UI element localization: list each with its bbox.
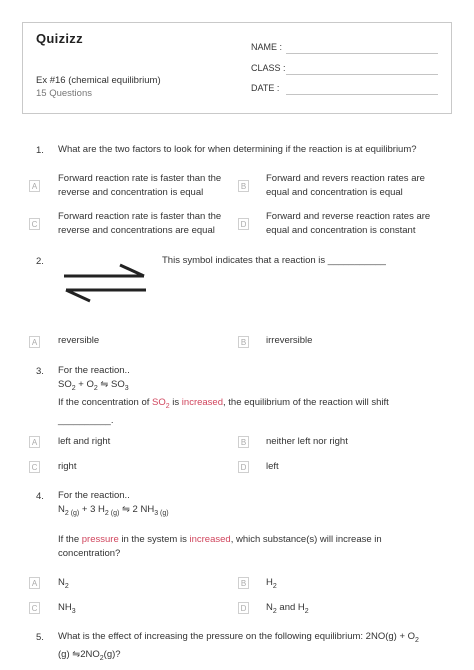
option-text[interactable]: reversible — [58, 335, 100, 346]
option-text[interactable] — [266, 172, 425, 200]
text-part: If the — [58, 533, 82, 545]
question-number: 5. — [36, 632, 44, 643]
question-count: 15 Questions — [36, 88, 92, 99]
text-part: If the concentration of — [58, 396, 153, 408]
reaction-equation — [58, 378, 448, 396]
option-letter[interactable]: B — [238, 436, 249, 448]
option-letter[interactable]: C — [29, 218, 40, 230]
question-text — [58, 489, 448, 561]
text-part: , which substance(s) will increase in — [230, 533, 382, 545]
eq-sub: 2 — [415, 636, 419, 644]
reaction-equation — [58, 503, 448, 521]
option-text[interactable]: neither left nor right — [266, 436, 348, 447]
option-letter[interactable]: B — [238, 180, 249, 192]
option-line: reverse and concentrations are equal — [58, 225, 215, 236]
highlight-text: increased — [189, 533, 231, 545]
option-text[interactable] — [266, 601, 309, 619]
question-line — [58, 533, 448, 547]
text-part: NH — [58, 602, 72, 613]
text-part: SO — [152, 396, 166, 408]
eq-part: + 3 H — [79, 504, 105, 515]
text-part: is — [169, 396, 182, 408]
option-letter[interactable]: C — [29, 602, 40, 614]
question-number: 1. — [36, 145, 44, 156]
option-line: Forward reaction rate is faster than the — [58, 173, 222, 184]
option-text[interactable]: right — [58, 461, 77, 472]
option-letter[interactable]: B — [238, 577, 249, 589]
option-text[interactable] — [266, 576, 277, 594]
option-letter[interactable]: A — [29, 577, 40, 589]
option-line: Forward reaction rate is faster than the — [58, 211, 222, 222]
eq-sub: 2 — [304, 607, 309, 615]
equilibrium-arrows-icon — [62, 262, 148, 304]
question-text — [58, 364, 448, 428]
question-line — [58, 648, 458, 666]
question-text — [58, 630, 458, 666]
eq-sub: 3 — [124, 384, 129, 392]
option-letter[interactable]: D — [238, 461, 249, 473]
text-part: (g) ⇋2NO — [58, 648, 100, 660]
option-letter[interactable]: B — [238, 336, 249, 348]
eq-part: N — [58, 504, 65, 515]
quizizz-logo: Quizizz — [36, 31, 83, 46]
highlight-text — [152, 397, 170, 408]
eq-part: ⇋ 2 NH — [119, 504, 155, 515]
eq-part: ⇋ SO — [97, 379, 125, 390]
option-text[interactable] — [58, 601, 76, 619]
question-line: For the reaction.. — [58, 490, 130, 501]
question-text: This symbol indicates that a reaction is ___________ — [162, 255, 386, 266]
option-text[interactable] — [58, 210, 221, 238]
question-line: concentration? — [58, 547, 121, 559]
eq-sub: 2 — [93, 384, 98, 392]
option-text[interactable]: left — [266, 461, 279, 472]
eq-sub: 2 — [71, 384, 76, 392]
option-letter[interactable]: D — [238, 602, 249, 614]
date-label: DATE : — [251, 83, 280, 93]
text-part: (g)? — [103, 648, 121, 660]
class-field[interactable] — [286, 74, 438, 75]
highlight-text: increased — [181, 396, 223, 408]
worksheet-header — [22, 22, 452, 114]
eq-sub: 2 — [165, 402, 170, 410]
question-line — [58, 396, 448, 414]
question-line — [58, 630, 458, 648]
question-number: 2. — [36, 256, 44, 267]
text-part: , the equilibrium of the reaction will shift — [223, 396, 389, 408]
option-letter[interactable]: A — [29, 180, 40, 192]
date-field[interactable] — [286, 94, 438, 95]
question-line: __________. — [58, 414, 114, 426]
class-label: CLASS : — [251, 63, 286, 73]
eq-sub: 2 — [99, 654, 104, 662]
eq-part: SO — [58, 379, 72, 390]
option-letter[interactable]: A — [29, 436, 40, 448]
option-letter[interactable]: D — [238, 218, 249, 230]
option-letter[interactable]: A — [29, 336, 40, 348]
option-text[interactable]: irreversible — [266, 335, 313, 346]
eq-part: + O — [75, 379, 94, 390]
worksheet-title: Ex #16 (chemical equilibrium) — [36, 75, 161, 86]
text-part: in the system is — [118, 533, 190, 545]
spacer — [58, 521, 448, 533]
eq-sub: 2 (g) — [104, 509, 120, 517]
option-text[interactable] — [58, 576, 69, 594]
question-line: For the reaction.. — [58, 365, 130, 376]
text-part: N — [266, 602, 273, 613]
option-line: Forward and reverse reaction rates are — [266, 211, 431, 222]
question-text: What are the two factors to look for when determining if the reaction is at equilibrium? — [58, 144, 417, 155]
question-number: 4. — [36, 491, 44, 502]
question-number: 3. — [36, 366, 44, 377]
text-part: H — [266, 577, 273, 588]
option-line: equal and concentration is equal — [266, 187, 403, 198]
option-text[interactable] — [266, 210, 430, 238]
text-part: What is the effect of increasing the pressure on the following equilibrium: 2NO(g) + O — [58, 631, 416, 642]
text-part: N — [58, 577, 65, 588]
eq-sub: 2 (g) — [64, 509, 80, 517]
option-text[interactable] — [58, 172, 221, 200]
eq-sub: 2 — [272, 607, 277, 615]
option-line: reverse and concentration is equal — [58, 187, 204, 198]
highlight-text: pressure — [81, 533, 119, 545]
eq-sub: 2 — [272, 582, 277, 590]
eq-sub: 3 (g) — [154, 509, 169, 517]
text-part: and H — [276, 602, 305, 613]
eq-sub: 3 — [71, 607, 76, 615]
option-line: Forward and revers reaction rates are — [266, 173, 425, 184]
name-label: NAME : — [251, 42, 283, 52]
option-text[interactable]: left and right — [58, 436, 111, 447]
name-field[interactable] — [286, 53, 438, 54]
option-letter[interactable]: C — [29, 461, 40, 473]
eq-sub: 2 — [64, 582, 69, 590]
option-line: equal and concentration is constant — [266, 225, 416, 236]
